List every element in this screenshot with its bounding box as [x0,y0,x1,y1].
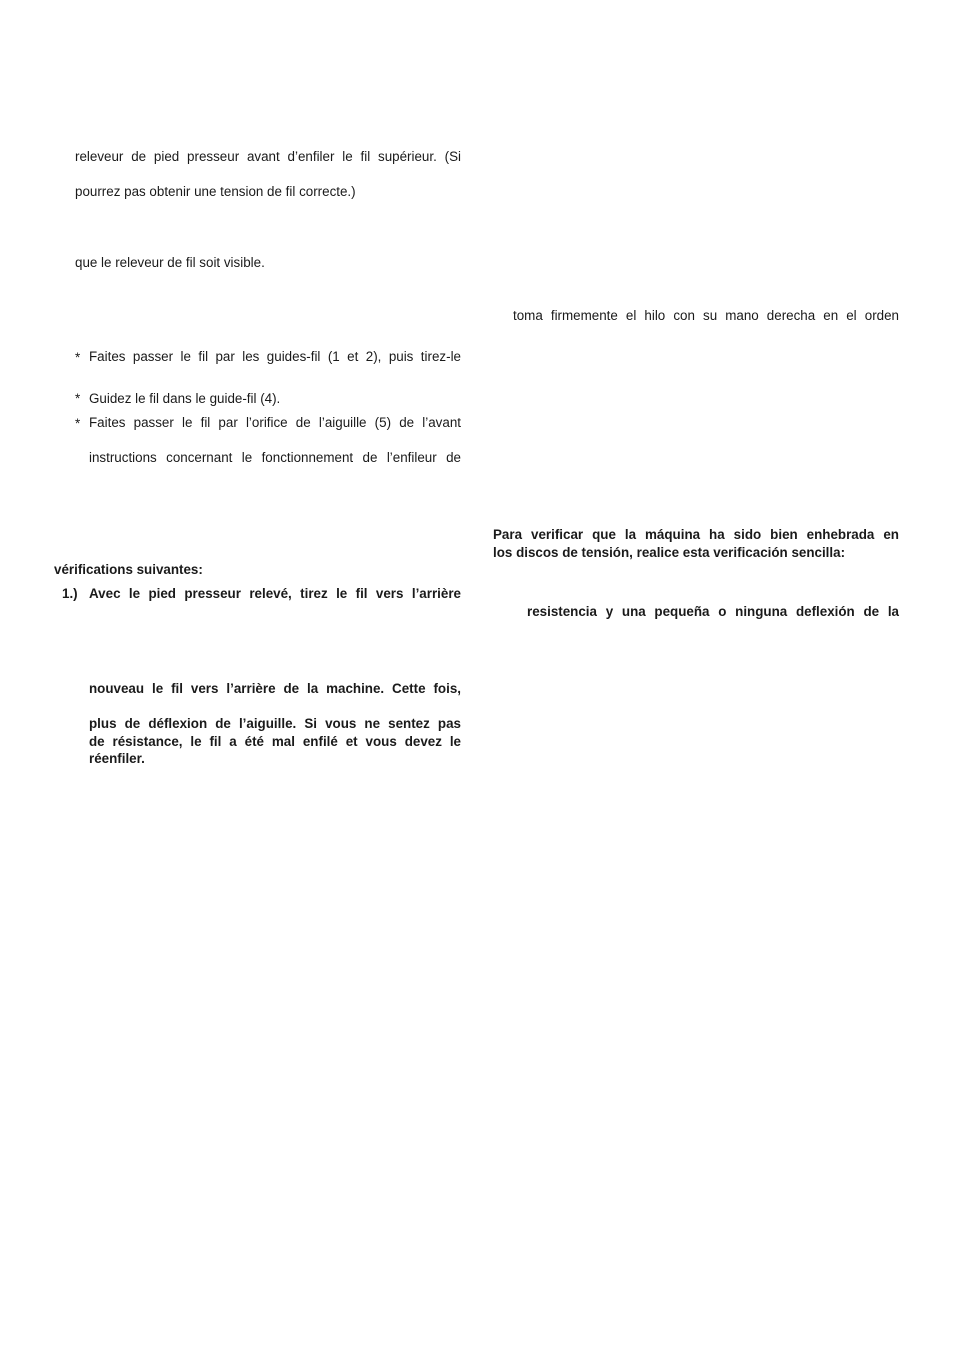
fr-bullet-text: Faites passer le fil par l’orifice de l’aiguille (5) de l’avant [89,415,461,430]
fr-bullet-text: Guidez le fil dans le guide-fil (4). [89,391,281,406]
es-text-line: toma firmemente el hilo con su mano derecha en el orden [513,308,899,323]
es-check-text: resistencia y una pequeña o ninguna deflexión de la [527,604,899,619]
fr-bullet-continuation: instructions concernant le fonctionnement de l’enfileur de [89,450,461,465]
fr-bullet-text: Faites passer le fil par les guides-fil (1 et 2), puis tirez-le [89,349,461,364]
es-check-intro: Para verificar que la máquina ha sido bien enhebrada en [493,527,899,542]
check-number: 1.) [62,586,78,601]
es-check-intro: los discos de tensión, realice esta verificación sencilla: [493,545,846,560]
bullet-marker: * [75,350,81,365]
fr-text-line: que le releveur de fil soit visible. [75,255,265,270]
bullet-marker: * [75,391,81,406]
fr-checks-heading: vérifications suivantes: [54,562,203,577]
fr-text-line: releveur de pied presseur avant d’enfiler le fil supérieur. (Si [75,149,461,164]
fr-check-text: de résistance, le fil a été mal enfilé et vous devez le [89,734,461,749]
fr-check-text: Avec le pied presseur relevé, tirez le fil vers l’arrière [89,586,461,601]
fr-text-line: pourrez pas obtenir une tension de fil correcte.) [75,184,356,199]
fr-check-text: réenfiler. [89,751,145,766]
fr-check-text: plus de déflexion de l’aiguille. Si vous ne sentez pas [89,716,461,731]
fr-check-text: nouveau le fil vers l’arrière de la machine. Cette fois, [89,681,461,696]
bullet-marker: * [75,416,81,431]
